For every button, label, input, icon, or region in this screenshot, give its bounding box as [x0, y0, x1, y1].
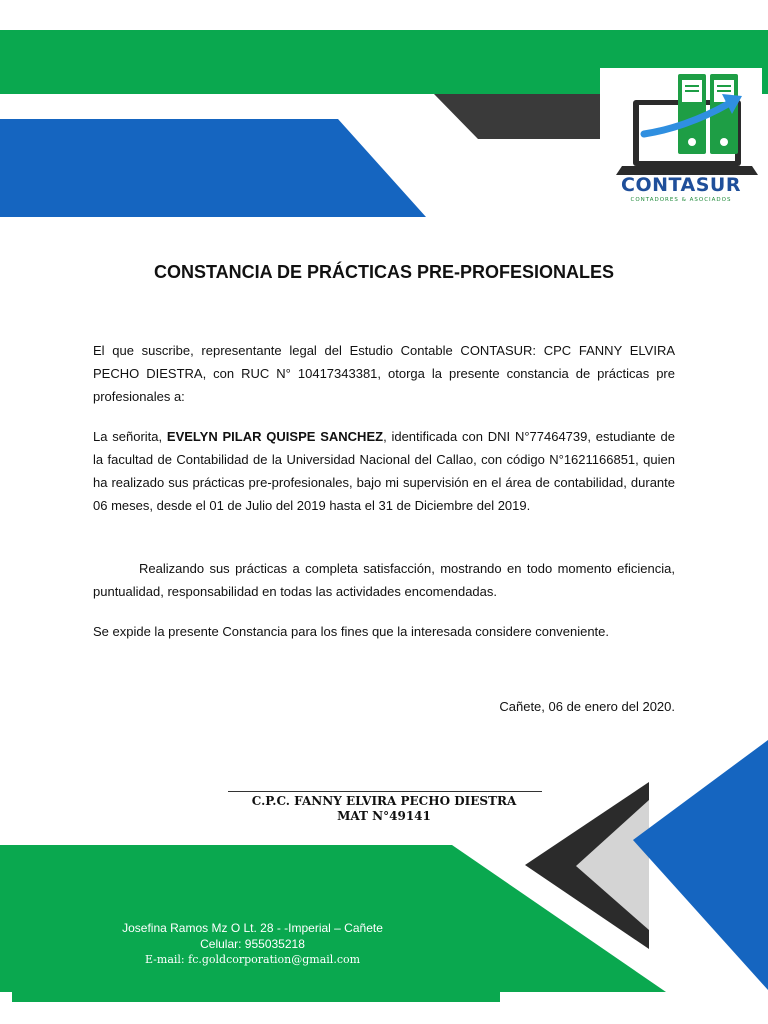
footer-email: E-mail: fc.goldcorporation@gmail.com [144, 953, 361, 966]
logo-name: CONTASUR [621, 174, 741, 196]
paragraph-performance: Realizando sus prácticas a completa satisfacción, mostrando en todo momento eficiencia, puntualidad, responsabilidad en todas las actividades encomendadas. [93, 561, 675, 599]
signature-line [228, 791, 542, 792]
footer-blue-triangle [633, 740, 768, 990]
footer-green-base [12, 992, 500, 1002]
logo-tagline: CONTADORES & ASOCIADOS [630, 197, 732, 203]
paragraph-student [93, 425, 675, 517]
paragraph-student-prefix: La señorita, [93, 429, 167, 444]
footer-address: Josefina Ramos Mz O Lt. 28 - -Imperial – Cañete [122, 921, 383, 935]
header-blue-band [0, 119, 426, 217]
paragraph-student-details: , identificada con DNI N°77464739, estudiante de la facultad de Contabilidad de la Universidad Nacional del Callao, con código N°1621166851, quien ha realizado sus prácticas pre-profesionales, bajo mi supervisión en el área de contabilidad, durante 06 meses, desde el 01 de Julio del 2019 hasta el 31 de Diciembre del 2019. [93, 429, 676, 513]
signatory-name: C.P.C. FANNY ELVIRA PECHO DIESTRA [251, 794, 517, 808]
paragraph-issuance: Se expide la presente Constancia para los fines que la interesada considere conveniente. [93, 624, 610, 639]
signatory-registration: MAT N°49141 [337, 809, 431, 823]
paragraph-representative: El que suscribe, representante legal del Estudio Contable CONTASUR: CPC FANNY ELVIRA PECHO DIESTRA, con RUC N° 10417343381, otorga la presente constancia de prácticas pre profesionales a: [93, 343, 675, 404]
issue-date: Cañete, 06 de enero del 2020. [499, 699, 675, 714]
footer-phone: Celular: 955035218 [200, 937, 305, 951]
contasur-logo [600, 68, 762, 210]
page-title: CONSTANCIA DE PRÁCTICAS PRE-PROFESIONALES [153, 262, 615, 282]
header-dark-band [434, 94, 620, 139]
student-name: EVELYN PILAR QUISPE SANCHEZ [166, 429, 384, 444]
